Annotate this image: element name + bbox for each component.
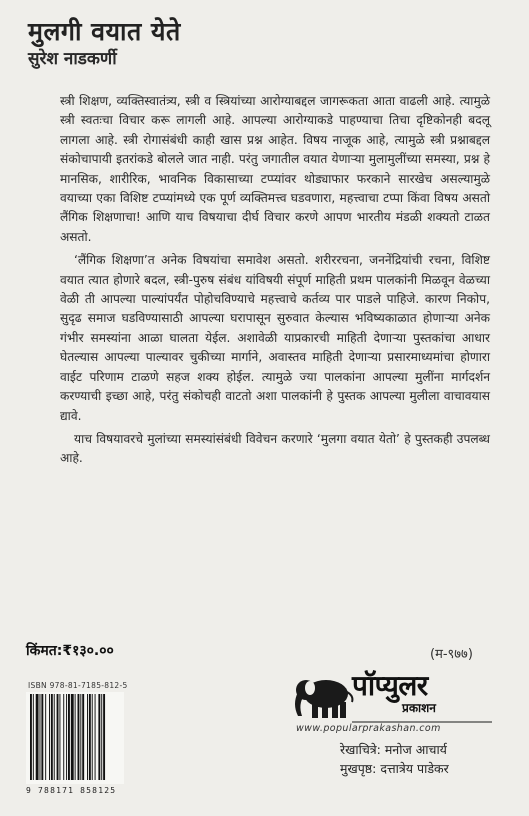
barcode-bar	[45, 694, 46, 780]
isbn-label: ISBN 978-81-7185-812-5	[28, 681, 128, 690]
credit-illustrations: रेखाचित्रे: मनोज आचार्य	[340, 742, 447, 757]
barcode-bar	[57, 694, 59, 780]
barcode-bar	[78, 694, 80, 780]
barcode-bar	[63, 694, 64, 780]
barcode-bar	[68, 694, 70, 780]
blurb-paragraph-1: स्त्री शिक्षण, व्यक्तिस्वातंत्र्य, स्त्री व स्त्रियांच्या आरोग्याबद्दल जागरूकता आता वाढली आहे. त्यामुळे स्त्री स्वतःचा विचार करू लागली आहे. आपल्या आरोग्याकडे पाहण्याचा तिचा दृष्टिकोनही बदलू लागला आहे. स्त्री रोगासंबंधी काही खास प्रश्न आहेत. विषय नाजूक आहे, त्यामुळे स्त्री प्रश्नाबद्दल संकोचापायी इतरांकडे बोलले जात नाही. परंतु जगातील वयात येणाऱ्या मुलामुलींच्या समस्या, प्रश्न हे मानसिक, शारीरिक, भावनिक विकासाच्या टप्प्यांवर थोड्याफार फरकाने सारखेच असल्यामुळे वयाच्या एका विशिष्ट टप्प्यांमध्ये एक पूर्ण व्यक्तिमत्त्व घडवणारा, महत्त्वाचा टप्पा किंवा विषय असतो लैंगिक शिक्षणाचा! आणि याच विषयाचा दीर्घ विचार करणे आपण भारतीय मंडळी शक्यतो टाळत असतो.	[60, 94, 490, 244]
barcode-bar	[59, 694, 60, 780]
publisher-website: www.popularprakashan.com	[296, 723, 441, 734]
barcode-bar	[98, 694, 100, 780]
publisher-name: पॉप्युलर	[352, 669, 428, 702]
barcode-bar	[92, 694, 93, 780]
barcode-bar	[54, 694, 55, 780]
barcode-number: 9 788171 858125	[26, 786, 117, 795]
barcode-bar	[87, 694, 88, 780]
barcode	[26, 692, 124, 784]
book-author: सुरेश नाडकर्णी	[28, 49, 117, 69]
barcode-bar	[75, 694, 76, 780]
catalog-code: (म-९७७)	[430, 647, 473, 662]
barcode-bar	[103, 694, 105, 780]
barcode-bar	[89, 694, 91, 780]
barcode-graphic	[26, 692, 124, 784]
barcode-bar	[82, 694, 84, 780]
credit-cover: मुखपृष्ठ: दत्तात्रेय पाडेकर	[340, 761, 449, 776]
blurb	[60, 92, 490, 473]
barcode-bar	[30, 694, 32, 780]
barcode-bar	[51, 694, 53, 780]
publisher-sub: प्रकाशन	[402, 701, 436, 715]
barcode-bar	[71, 694, 74, 780]
barcode-bar	[41, 694, 43, 780]
barcode-bar	[95, 694, 96, 780]
blurb-paragraph-2: ‘लैंगिक शिक्षणा’त अनेक विषयांचा समावेश असतो. शरीररचना, जननेंद्रियांची रचना, विशिष्ट वयात त्यात होणारे बदल, स्त्री-पुरुष संबंध यांविषयी संपूर्ण माहिती प्रथम पालकांनी मिळवून वेळच्या वेळी ती आपल्या पाल्यांपर्यंत पोहोचविण्याचे महत्त्वाचे कर्तव्य पार पाडले पाहिजे. कारण निकोप, सुदृढ समाज घडविण्यासाठी आपल्या घरापासून सुरुवात केल्यास भविष्यकाळात होणाऱ्या अनेक गंभीर समस्यांना आळा घालता येईल. अशावेळी याप्रकारची माहिती देणाऱ्या पुस्तकांचा आधार घेतल्यास आपल्या पाल्यावर चुकीच्या मार्गाने, अवास्तव माहिती देणाऱ्या प्रसारमाध्यमांचा होणारा वाईट परिणाम टाळणे सहज शक्य होईल. त्यामुळे ज्या पालकांना आपल्या मुलींना मार्गदर्शन करण्याची इच्छा आहे, परंतु संकोचही वाटतो अशा पालकांनी हे पुस्तक आपल्या मुलीला वाचावयास द्यावे.	[60, 253, 490, 423]
barcode-bar	[49, 694, 50, 780]
barcode-bar	[36, 694, 39, 780]
price-label: किंमत:₹१३०.००	[26, 643, 114, 659]
barcode-bar	[33, 694, 34, 780]
barcode-bar	[101, 694, 102, 780]
barcode-bar	[80, 694, 81, 780]
blurb-paragraph-3: याच विषयावरचे मुलांच्या समस्यांसंबंधी विवेचन करणारे ‘मुलगा वयात येतो’ हे पुस्तकही उपलब्ध आहे.	[60, 431, 490, 466]
book-title: मुलगी वयात येते	[28, 17, 181, 46]
barcode-bar	[40, 694, 41, 780]
barcode-bar	[66, 694, 67, 780]
